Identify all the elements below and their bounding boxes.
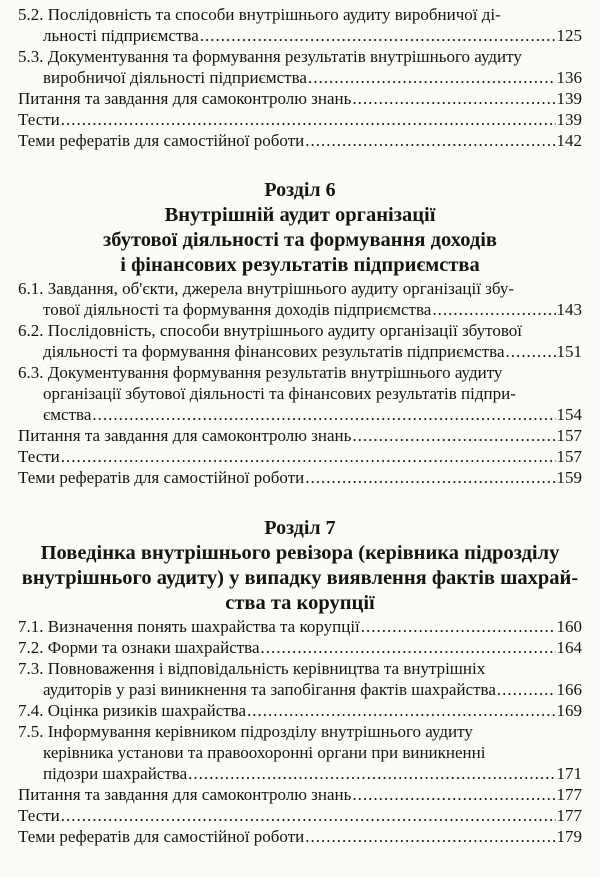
dot-leader — [361, 616, 556, 637]
section-6-title-line: і фінансових результатів підприємства — [120, 254, 480, 276]
toc-page-number: 142 — [556, 131, 582, 150]
toc-page-number: 157 — [556, 447, 582, 466]
toc-entry[interactable] — [18, 658, 582, 700]
toc-entry[interactable] — [18, 130, 582, 151]
toc-entry[interactable] — [18, 109, 582, 130]
dot-leader — [305, 130, 555, 151]
toc-page-number: 171 — [556, 764, 582, 783]
toc-page-number: 136 — [556, 68, 582, 87]
toc-entry-text: Питання та завдання для самоконтролю знань — [18, 785, 352, 804]
dot-leader — [352, 425, 555, 446]
toc-entry[interactable] — [18, 805, 582, 826]
dot-leader — [497, 679, 556, 700]
section-7-entries — [18, 616, 582, 847]
toc-page-number: 139 — [556, 110, 582, 129]
dot-leader — [352, 88, 555, 109]
dot-leader — [61, 446, 556, 467]
toc-entry[interactable] — [18, 637, 582, 658]
toc-page-number: 160 — [556, 617, 582, 636]
toc-page-number: 151 — [556, 342, 582, 361]
dot-leader — [92, 404, 555, 425]
toc-entry-text: ємства — [43, 405, 92, 424]
dot-leader — [188, 763, 555, 784]
toc-page-number: 177 — [556, 806, 582, 825]
toc-entry-text: тової діяльності та формування доходів підприємства — [43, 300, 432, 319]
toc-entry-text: Питання та завдання для самоконтролю знань — [18, 426, 352, 445]
toc-entry[interactable] — [18, 721, 582, 784]
toc-entry-text: 7.2. Форми та ознаки шахрайства — [18, 638, 260, 657]
toc-entry-text: організації збутової діяльності та фінансових результатів підпри- — [43, 384, 516, 403]
toc-entry-text: підозри шахрайства — [43, 764, 188, 783]
dot-leader — [261, 637, 556, 658]
section-6 — [18, 177, 582, 488]
section-7-title — [18, 541, 582, 616]
toc-page-number: 179 — [556, 827, 582, 846]
dot-leader — [305, 467, 555, 488]
toc-page-number: 166 — [556, 680, 582, 699]
dot-leader — [200, 25, 556, 46]
section-7-title-line: Поведінка внутрішнього ревізора (керівника підрозділу — [40, 542, 560, 564]
toc-entry[interactable] — [18, 784, 582, 805]
toc-entry-text: керівника установи та правоохоронні органи при виникненні — [43, 743, 486, 762]
toc-entry-text: 6.1. Завдання, об'єкти, джерела внутрішнього аудиту організації збу- — [18, 279, 515, 298]
toc-entry[interactable] — [18, 826, 582, 847]
toc-page-number: 125 — [556, 26, 582, 45]
dot-leader — [61, 805, 556, 826]
toc-top-entries — [18, 4, 582, 151]
section-7 — [18, 515, 582, 847]
section-6-title — [18, 203, 582, 278]
toc-page-number: 154 — [556, 405, 582, 424]
toc-entry-text: Теми рефератів для самостійної роботи — [18, 131, 305, 150]
toc-entry[interactable] — [18, 616, 582, 637]
section-6-entries — [18, 278, 582, 488]
toc-entry-text: 7.4. Оцінка ризиків шахрайства — [18, 701, 247, 720]
toc-entry[interactable] — [18, 4, 582, 46]
dot-leader — [506, 341, 556, 362]
toc-entry-text: 7.1. Визначення понять шахрайства та корупції — [18, 617, 360, 636]
toc-entry-text: 6.2. Послідовність, способи внутрішнього аудиту організації збутової — [18, 321, 523, 340]
toc-entry[interactable] — [18, 362, 582, 425]
section-7-title-line: ства та корупції — [225, 592, 375, 614]
toc-entry-text: 7.3. Повноваження і відповідальність керівництва та внутрішніх — [18, 659, 486, 678]
toc-entry-text: виробничої діяльності підприємства — [43, 68, 307, 87]
toc-entry-text: льності підприємства — [43, 26, 199, 45]
toc-entry-text: 5.2. Послідовність та способи внутрішнього аудиту виробничої ді- — [18, 5, 501, 24]
toc-entry-text: діяльності та формування фінансових результатів підприємства — [43, 342, 505, 361]
toc-entry-text: 7.5. Інформування керівником підрозділу внутрішнього аудиту — [18, 722, 473, 741]
toc-entry-text: 5.3. Документування та формування результатів внутрішнього аудиту — [18, 47, 522, 66]
dot-leader — [432, 299, 555, 320]
dot-leader — [305, 826, 555, 847]
dot-leader — [352, 784, 555, 805]
toc-entry[interactable] — [18, 278, 582, 320]
section-7-title-line: внутрішнього аудиту) у випадку виявлення фактів шахрай- — [21, 567, 579, 589]
toc-entry-text: Теми рефератів для самостійної роботи — [18, 827, 305, 846]
toc-entry-text: Тести — [18, 447, 60, 466]
toc-page-number: 159 — [556, 468, 582, 487]
toc-entry-text: Теми рефератів для самостійної роботи — [18, 468, 305, 487]
section-6-heading: Розділ 6 — [264, 179, 336, 201]
toc-page-number: 177 — [556, 785, 582, 804]
dot-leader — [308, 67, 556, 88]
toc-page-number: 143 — [556, 300, 582, 319]
dot-leader — [247, 700, 555, 721]
toc-page-number: 139 — [556, 89, 582, 108]
toc-entry[interactable] — [18, 700, 582, 721]
dot-leader — [61, 109, 556, 130]
toc-entry-text: аудиторів у разі виникнення та запобігання фактів шахрайства — [43, 680, 496, 699]
toc-entry[interactable] — [18, 88, 582, 109]
toc-entry[interactable] — [18, 467, 582, 488]
toc-page-number: 169 — [556, 701, 582, 720]
section-6-title-line: збутової діяльності та формування доходів — [102, 229, 497, 251]
toc-entry[interactable] — [18, 320, 582, 362]
section-7-heading: Розділ 7 — [264, 517, 336, 539]
toc-entry[interactable] — [18, 46, 582, 88]
toc-entry[interactable] — [18, 446, 582, 467]
toc-entry[interactable] — [18, 425, 582, 446]
toc-entry-text: Тести — [18, 806, 60, 825]
toc-entry-text: 6.3. Документування формування результатів внутрішнього аудиту — [18, 363, 503, 382]
toc-page-number: 164 — [556, 638, 582, 657]
toc-page-number: 157 — [556, 426, 582, 445]
toc-entry-text: Тести — [18, 110, 60, 129]
toc-entry-text: Питання та завдання для самоконтролю знань — [18, 89, 352, 108]
section-6-title-line: Внутрішній аудит організації — [164, 204, 436, 226]
